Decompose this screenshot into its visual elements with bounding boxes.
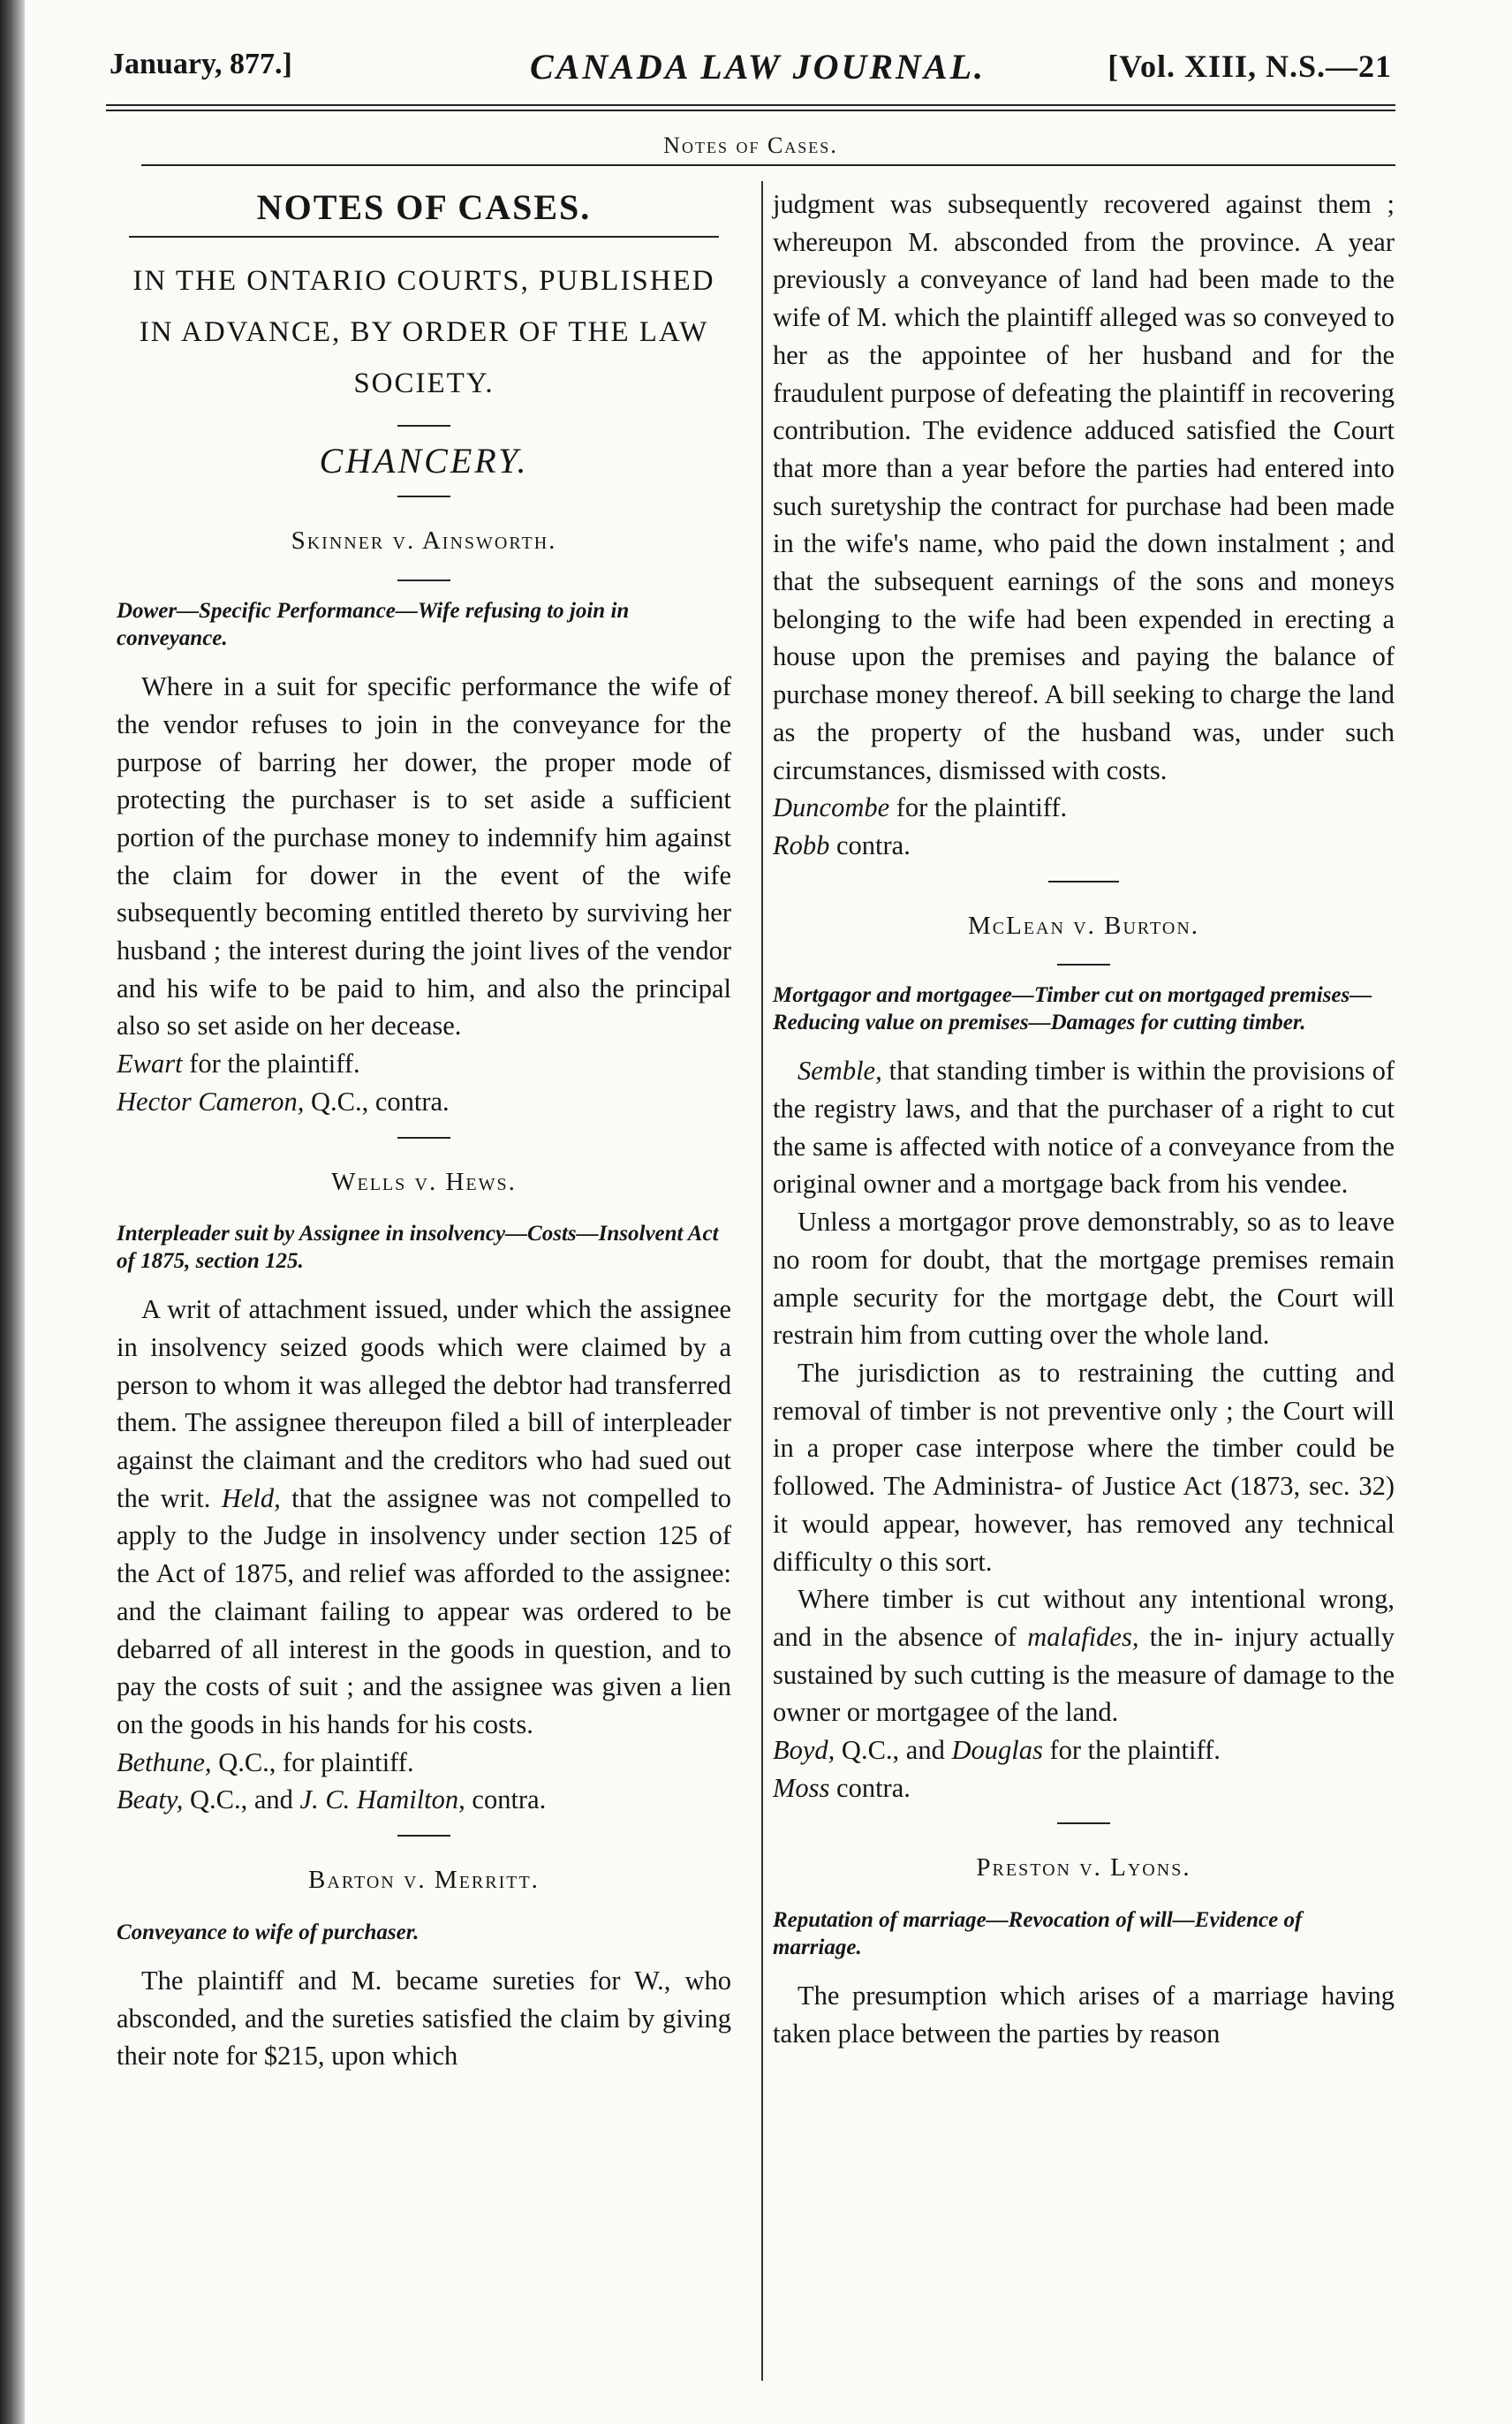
- counsel-text: contra.: [829, 829, 911, 860]
- section-rule: [129, 236, 719, 238]
- case-headnote: Mortgagor and mortgagee—Timber cut on mortgaged premises—Reducing value on premises—Damages for cutting timber.: [773, 983, 1372, 1035]
- counsel-name: Duncombe: [773, 792, 890, 823]
- case-headnote: Interpleader suit by Assignee in insolvency—Costs—Insolvent Act of 1875, section 125.: [117, 1222, 719, 1274]
- volume-page: [Vol. XIII, N.S.—21: [1108, 49, 1392, 84]
- case-body-continued: judgment was subsequently recovered against them ; whereupon M. absconded from the province. A year previously a conveyance of land had been made to the wife of M. which the plaintiff alleged was so conveyed to her as the appointee of her husband and for the fraudulent purpose of defeating the plaintiff in recovering contribution. The evidence adduced satisfied the Court that more than a year before the parties had entered into such suretyship the contract for purchase had been made in the wife's name, who paid the down instalment ; and that the subsequent earnings of the sons and moneys belonging to the wife had been expended in erecting a house upon the premises and paying the balance of purchase money thereof. A bill seeking to charge the land as the property of the husband was, under such circumstances, dismissed with costs.: [773, 189, 1395, 785]
- case-body: The presumption which arises of a marriage having taken place between the parties by reason: [773, 1981, 1395, 2049]
- case-title: Preston v. Lyons.: [976, 1853, 1191, 1882]
- counsel-name: J. C. Hamilton,: [299, 1784, 465, 1815]
- counsel-line: [773, 1769, 1395, 1807]
- case-body: [773, 1052, 1395, 1203]
- case-text: the in- injury actually sustained by such cutting is the measure of damage to the owner or mortgagee of the land.: [773, 1621, 1395, 1728]
- held-term: Held,: [221, 1482, 281, 1513]
- divider: [397, 1137, 450, 1139]
- counsel-name: Ewart: [117, 1049, 183, 1079]
- counsel-line: [773, 827, 1395, 865]
- case-text: Where timber is cut without any intentional wrong, and in the absence of: [773, 1584, 1395, 1652]
- division-heading: CHANCERY.: [319, 440, 529, 481]
- counsel-name: Beaty,: [117, 1784, 184, 1815]
- counsel-line: [773, 789, 1395, 827]
- journal-title: CANADA LAW JOURNAL.: [530, 47, 987, 87]
- column-divider: [761, 181, 763, 2381]
- counsel-text: for the plaintiff.: [1042, 1735, 1221, 1766]
- case-title: McLean v. Burton.: [967, 911, 1200, 940]
- case-text: that the assignee was not compelled to apply to the Judge in insolvency under section 125 of the Act of 1875, and relief was afforded to the assignee: and the claimant failing to appear was ordered to be debarred of all interest in the goods in question, and to pay the costs of suit ; and the assignee was given a lien on the goods in his hands for his costs.: [117, 1482, 731, 1739]
- header-date: January, 877.]: [110, 48, 292, 80]
- counsel-text: contra.: [465, 1784, 547, 1815]
- court-note: IN THE ONTARIO COURTS, PUBLISHED IN ADVANCE, BY ORDER OF THE LAW SOCIETY.: [132, 264, 715, 399]
- counsel-line: [117, 1744, 731, 1782]
- case-text: that standing timber is within the provisions of the registry laws, and that the purchaser of a right to cut the same is affected with notice of a conveyance from the original owner and a mortgage back from his vendee.: [773, 1056, 1395, 1200]
- left-column: [117, 186, 731, 2075]
- counsel-text: Q.C., and: [835, 1735, 952, 1766]
- counsel-name: Boyd,: [773, 1735, 835, 1766]
- counsel-text: contra.: [829, 1772, 911, 1803]
- header-double-rule: [106, 104, 1395, 111]
- counsel-text: Q.C., and: [183, 1784, 300, 1815]
- case-body: Where in a suit for specific performance the wife of the vendor refuses to join in the conveyance for the purpose of barring her dower, the proper mode of protecting the purchaser is to set aside a sufficient portion of the purchase money to indemnify him against the claim for dower in the event of the wife subsequently becoming entitled thereto by surviving her husband ; the interest during the joint lives of the vendor and his wife to be paid to him, and also the principal also so set aside on her decease.: [117, 671, 731, 1042]
- case-body: [117, 1291, 731, 1743]
- running-head-rule: [141, 164, 1395, 166]
- counsel-line: [773, 1731, 1395, 1769]
- case-title: Barton v. Merritt.: [308, 1866, 540, 1895]
- divider: [397, 579, 450, 581]
- section-title: NOTES OF CASES.: [256, 187, 592, 227]
- counsel-text: Q.C., contra.: [304, 1086, 450, 1117]
- counsel-text: Q.C., for plaintiff.: [211, 1746, 414, 1777]
- case-body: Unless a mortgagor prove demonstrably, so as to leave no room for doubt, that the mortgage premises remain ample security for the mortgage debt, the Court will restrain him from cutting over the whole land.: [773, 1207, 1395, 1351]
- divider: [397, 425, 450, 427]
- counsel-name: Robb: [773, 829, 830, 860]
- page-header: [106, 35, 1395, 106]
- case-body: [773, 1580, 1395, 1731]
- book-spine-edge: [0, 0, 25, 2424]
- case-title: Wells v. Hews.: [331, 1167, 517, 1196]
- counsel-line: [117, 1781, 731, 1819]
- case-body: The plaintiff and M. became sureties for W., who absconded, and the sureties satisfied the claim by giving their note for $215, upon which: [117, 1965, 731, 2072]
- case-text: A writ of attachment issued, under which the assignee in insolvency seized goods which were claimed by a person to whom it was alleged the debtor had transferred them. The assignee thereupon filed a bill of interpleader against the claimant and the creditors who had sued out the writ.: [117, 1294, 731, 1513]
- case-body: The jurisdiction as to restraining the cutting and removal of timber is not preventive only ; the Court will in a proper case interpose where the timber could be followed. The Administra- of Justice Act (1873, sec. 32) it would appear, however, has removed any technical difficulty o this sort.: [773, 1357, 1395, 1577]
- case-headnote: Conveyance to wife of purchaser.: [117, 1920, 420, 1944]
- case-headnote: Dower—Specific Performance—Wife refusing to join in conveyance.: [117, 599, 630, 651]
- counsel-text: for the plaintiff.: [889, 792, 1068, 823]
- counsel-line: [117, 1045, 731, 1083]
- counsel-name: Bethune,: [117, 1746, 212, 1777]
- divider: [1057, 964, 1110, 966]
- semble-term: Semble,: [798, 1056, 882, 1087]
- divider: [397, 496, 450, 497]
- divider: [1057, 1822, 1110, 1824]
- case-headnote: Reputation of marriage—Revocation of will—Evidence of marriage.: [773, 1908, 1303, 1960]
- counsel-text: for the plaintiff.: [182, 1049, 360, 1079]
- divider: [397, 1835, 450, 1837]
- divider: [1048, 881, 1119, 882]
- counsel-name: Douglas: [951, 1735, 1043, 1766]
- right-column: [773, 186, 1395, 2053]
- counsel-name: Moss: [773, 1772, 830, 1803]
- counsel-line: [117, 1083, 731, 1121]
- running-head: Notes of Cases.: [663, 133, 838, 158]
- counsel-name: Hector Cameron,: [117, 1086, 305, 1117]
- malafides-term: malafides,: [1027, 1621, 1139, 1652]
- case-title: Skinner v. Ainsworth.: [291, 526, 557, 556]
